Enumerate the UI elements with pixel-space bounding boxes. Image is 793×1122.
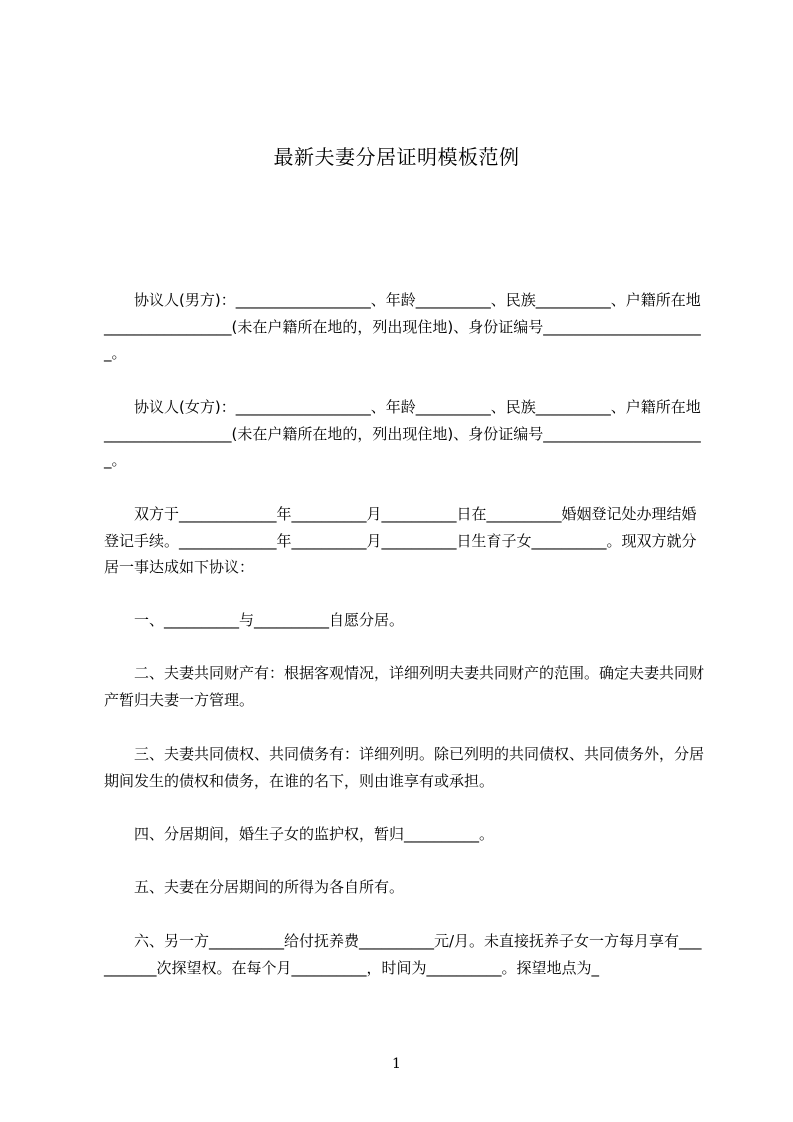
paragraph-male-party: 协议人(男方)：__________________、年龄__________、民族__________、户籍所在地_________________(未在户籍所在地的，列出现住地)、身份证编号______________________。	[104, 291, 701, 362]
paragraph-clause-4: 四、分居期间，婚生子女的监护权，暂归__________。	[104, 825, 495, 843]
paragraph-clause-3: 三、夫妻共同债权、共同债务有：详细列明。除已列明的共同债权、共同债务外，分居期间发生的债权和债务，在谁的名下，则由谁享有或承担。	[104, 745, 705, 790]
paragraph-clause-5: 五、夫妻在分居期间的所得为各自所有。	[104, 878, 405, 896]
paragraph-clause-6: 六、另一方__________给付抚养费__________元/月。未直接抚养子女一方每月享有__________次探望权。在每个月__________，时间为__________。探望地点为_	[104, 932, 702, 977]
paragraph-clause-1: 一、__________与__________自愿分居。	[104, 611, 405, 629]
page-number: 1	[392, 1056, 401, 1072]
document-title: 最新夫妻分居证明模板范例	[273, 145, 520, 169]
paragraph-female-party: 协议人(女方)：__________________、年龄__________、民族__________、户籍所在地_________________(未在户籍所在地的，列出现住地)、身份证编号______________________。	[104, 398, 701, 469]
paragraph-marriage-info: 双方于_____________年__________月__________日在__________婚姻登记处办理结婚登记手续。_____________年__________月__________日生育子女__________。现双方就分居一事达成如下协议：	[104, 505, 697, 576]
paragraph-clause-2: 二、夫妻共同财产有：根据客观情况，详细列明夫妻共同财产的范围。确定夫妻共同财产暂归夫妻一方管理。	[104, 664, 705, 709]
